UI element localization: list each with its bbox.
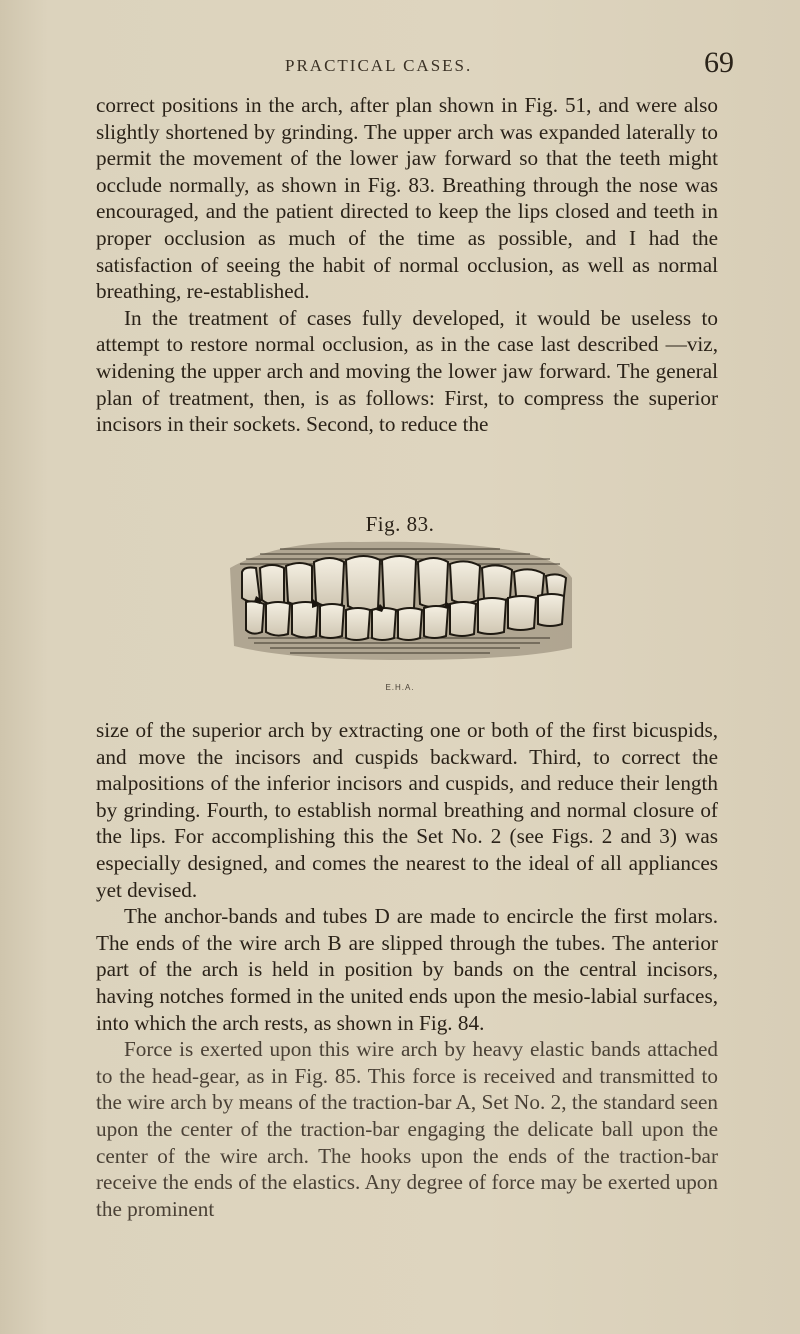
paragraph: Force is exerted upon this wire arch by heavy elastic bands attached to the head-gear, as in Fig. 85. This force is received and transmitted to the wire arch by means of the traction-bar A, Set No. 2, the standard seen upon the center of the traction-bar engaging the delicate ball upon the center of the wire arch. The hooks upon the ends of the traction-bar receive the ends of the elastics. Any degree of force may be exerted upon the prominent [96, 1037, 718, 1221]
running-head: PRACTICAL CASES. [285, 56, 473, 75]
dental-occlusion-illustration [220, 538, 580, 663]
page-header [0, 46, 800, 82]
figure-caption: Fig. 83. [365, 512, 435, 536]
paragraph: size of the superior arch by extracting one or both of the first bicuspids, and move the incisors and cuspids backward. Third, to correct the malpositions of the inferior incisors and cuspids, and reduce their length by grinding. Fourth, to establish normal breathing and normal closure of the lips. For accomplishing this the Set No. 2 (see Figs. 2 and 3) was especially designed, and comes the nearest to the ideal of all appliances yet devised. [96, 718, 718, 902]
body-text-top [96, 92, 718, 438]
body-text-bottom [96, 717, 718, 1222]
paragraph: The anchor-bands and tubes D are made to encircle the first molars. The ends of the wire arch B are slipped through the tubes. The anterior part of the arch is held in position by bands on the central incisors, having notches formed in the united ends upon the mesio-labial surfaces, into which the arch rests, as shown in Fig. 84. [96, 904, 718, 1035]
illustrator-initials: E.H.A. [385, 683, 415, 692]
teeth-illustration-svg [220, 538, 580, 663]
paragraph: correct positions in the arch, after plan shown in Fig. 51, and were also slightly shortened by grinding. The upper arch was expanded laterally to permit the movement of the lower jaw forward so that the teeth might occlude normally, as shown in Fig. 83. Breathing through the nose was encouraged, and the patient directed to keep the lips closed and teeth in proper occlusion as much of the time as possible, and I had the satisfaction of seeing the habit of normal occlusion, as well as normal breathing, re-established. [96, 93, 718, 304]
page-number: 69 [704, 46, 734, 79]
paragraph: In the treatment of cases fully developed, it would be useless to attempt to restore normal occlusion, as in the case last described —viz, widening the upper arch and moving the lower jaw forward. The general plan of treatment, then, is as follows: First, to compress the superior incisors in their sockets. Second, to reduce the [96, 305, 718, 437]
